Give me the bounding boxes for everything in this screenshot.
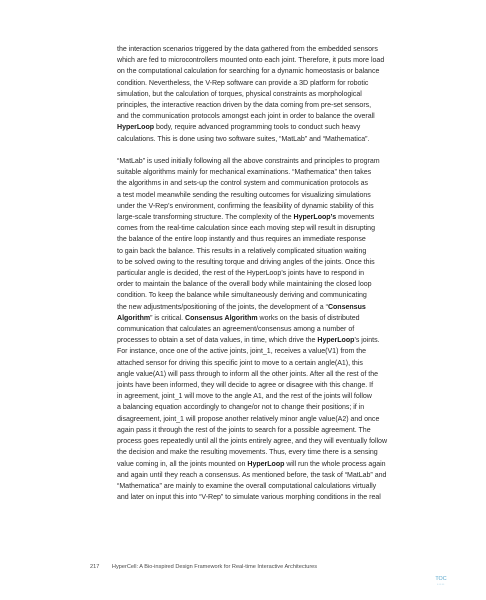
text-line: the balance of the entire loop instantly and thus requires an immediate response [117, 236, 366, 244]
body-text [117, 44, 447, 503]
text-line: to gain back the balance. This results in a relatively complicated situation waiting [117, 247, 367, 255]
text-line: particular angle is decided, the rest of the HyperLoop’s joints have to respond in [117, 270, 364, 278]
text-line: order to maintain the balance of the overall body while maintaining the closed loop [117, 281, 372, 289]
emphasis: HyperLoop [317, 337, 355, 345]
text-line: under the V-Rep’s environment, confirming the feasibility of dynamic stability of this [117, 202, 374, 210]
page-number: 217 [90, 564, 100, 570]
text-line: For instance, once one of the active joints, joint_1, receives a value(V1) from the [117, 348, 367, 356]
text-line: comes from the real-time calculation since each moving step will result in disrupting [117, 225, 375, 233]
text-line: again pass it through the rest of the joints to search for a possible agreement. The [117, 426, 371, 434]
text-line: angle value(A1) will pass through to inform all the other joints. After all the rest of the [117, 370, 379, 378]
text-line: the new adjustments/positioning of the joints, the development of a “Consensus [117, 303, 366, 311]
text-line: calculations. This is done using two software suites, “MatLab” and “Mathematica”. [117, 135, 370, 143]
emphasis: HyperLoop [117, 124, 155, 132]
toc-link[interactable] [432, 576, 450, 586]
running-title: HyperCell: A Bio-inspired Design Framework for Real-time Interactive Architectures [111, 564, 318, 570]
toc-dots-icon: ••••• [437, 582, 445, 586]
text-line: HyperLoop body, require advanced programming tools to conduct such heavy [117, 124, 361, 132]
text-line: condition. To keep the balance while simultaneously deriving and communicating [117, 292, 367, 300]
text-line: simulation, but the calculation of torques, physical constraints as morphological [117, 90, 362, 98]
text-line: communication that calculates an agreement/consensus among a number of [117, 326, 355, 334]
text-line: which are fed to microcontrollers mounted onto each joint. Therefore, it puts more load [117, 57, 385, 65]
toc-label: TOC [435, 576, 447, 582]
text-line: process goes repeatedly until all the joints entirely agree, and they will eventually follow [117, 438, 388, 446]
text-line: and later on input this into “V-Rep” to simulate various morphing conditions in the real [117, 494, 381, 502]
paragraph [117, 44, 447, 145]
emphasis: HyperLoop’s [293, 214, 337, 222]
emphasis: Consensus [327, 303, 366, 311]
text-line: attached sensor for driving this specific joint to move to a certain angle(A1), this [117, 359, 363, 367]
text-line: a balancing equation accordingly to change/or not to change their positions; if in [117, 404, 365, 412]
text-line: joints have been informed, they will decide to agree or disagree with this change. If [117, 382, 374, 390]
text-line: to be solved owing to the resulting torque and driving angles of the joints. Once this [117, 258, 375, 266]
text-line: “MatLab” is used initially following all the above constraints and principles to program [117, 158, 380, 166]
text-line: large-scale transforming structure. The complexity of the HyperLoop’s movements [117, 214, 375, 222]
text-line: the interaction scenarios triggered by the data gathered from the embedded sensors [117, 46, 378, 53]
emphasis: Algorithm [117, 314, 151, 322]
text-line: the algorithms in and sets-up the control system and communication protocols as [117, 180, 369, 188]
text-line: the decision and make the resulting movements. Thus, every time there is a sensing [117, 449, 378, 457]
text-line: a test model meanwhile sending the resulting outcomes for visualizing simulations [117, 191, 371, 199]
text-line: value coming in, all the joints mounted on HyperLoop will run the whole process again [117, 460, 386, 468]
text-line: condition. Nevertheless, the V-Rep software can provide a 3D platform for robotic [117, 79, 369, 87]
text-line: in agreement, joint_1 will move to the angle A1, and the rest of the joints will follow [117, 393, 372, 401]
text-line: “Mathematica” are mainly to examine the overall computational calculations virtually [117, 482, 377, 490]
text-line: Algorithm” is critical. Consensus Algorithm works on the basis of distributed [117, 314, 360, 322]
text-line: disagreement, joint_1 will propose another relatively minor angle value(A2) and once [117, 415, 380, 423]
emphasis: HyperLoop [247, 460, 285, 468]
text-line: principles, the interactive reaction driven by the data coming from pre-set sensors, [117, 102, 372, 110]
page-footer [90, 564, 317, 570]
text-line: and again until they reach a consensus. As mentioned before, the task of “MatLab” and [117, 471, 387, 479]
paragraph [117, 156, 447, 503]
text-line: on the computational calculation for searching for a dynamic homeostasis or balance [117, 68, 380, 76]
text-line: processes to obtain a set of data values, in time, which drive the HyperLoop’s joints. [117, 337, 380, 345]
emphasis: Consensus Algorithm [185, 314, 258, 322]
text-line: and the communication protocols amongst each joint in order to balance the overall [117, 113, 375, 121]
text-line: suitable algorithms mainly for mechanical examinations. “Mathematica” then takes [117, 169, 372, 177]
